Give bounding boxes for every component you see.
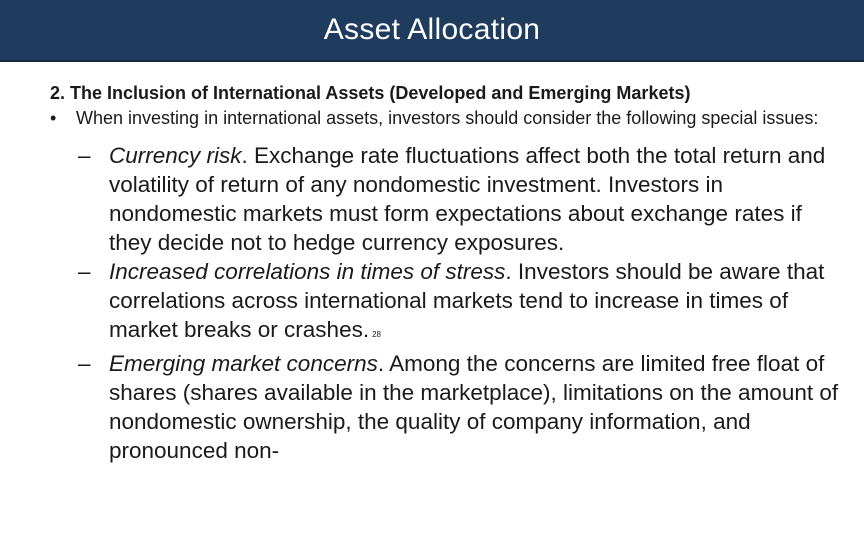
dash-marker: – xyxy=(78,259,91,284)
slide-content xyxy=(50,82,840,465)
sub-item-emerging-markets xyxy=(78,349,840,465)
bullet-item xyxy=(50,108,840,129)
sub-item-text: . Investors should be aware that correlations across international markets tend to increase in times of market breaks or crashes. xyxy=(109,259,825,342)
dash-marker: – xyxy=(78,351,91,376)
title-bar xyxy=(0,0,864,62)
sub-item-currency-risk xyxy=(78,141,840,257)
sub-item-text: . Exchange rate fluctuations affect both the total return and volatility of return of any nondomestic investment. Investors in nondomestic markets must form expectations about exchange rates if they decide not to hedge currency exposures. xyxy=(109,143,826,255)
sub-item-term: Emerging market concerns xyxy=(109,351,378,376)
slide-title: Asset Allocation xyxy=(323,13,541,46)
sub-item-correlations xyxy=(78,257,840,349)
sub-item-term: Currency risk xyxy=(109,143,242,168)
sub-item-text: . Among the concerns are limited free float of shares (shares available in the marketplace), limitations on the amount of nondomestic ownership, the quality of company information, and pronounced non- xyxy=(109,351,839,463)
dash-marker: – xyxy=(78,143,91,168)
sub-list xyxy=(50,141,840,465)
bullet-marker: • xyxy=(50,108,57,128)
bullet-text: When investing in international assets, investors should consider the following special issues: xyxy=(76,108,819,128)
page-number: 28 xyxy=(372,330,381,339)
sub-item-term: Increased correlations in times of stress xyxy=(109,259,506,284)
section-heading: 2. The Inclusion of International Assets (Developed and Emerging Markets) xyxy=(50,83,691,103)
